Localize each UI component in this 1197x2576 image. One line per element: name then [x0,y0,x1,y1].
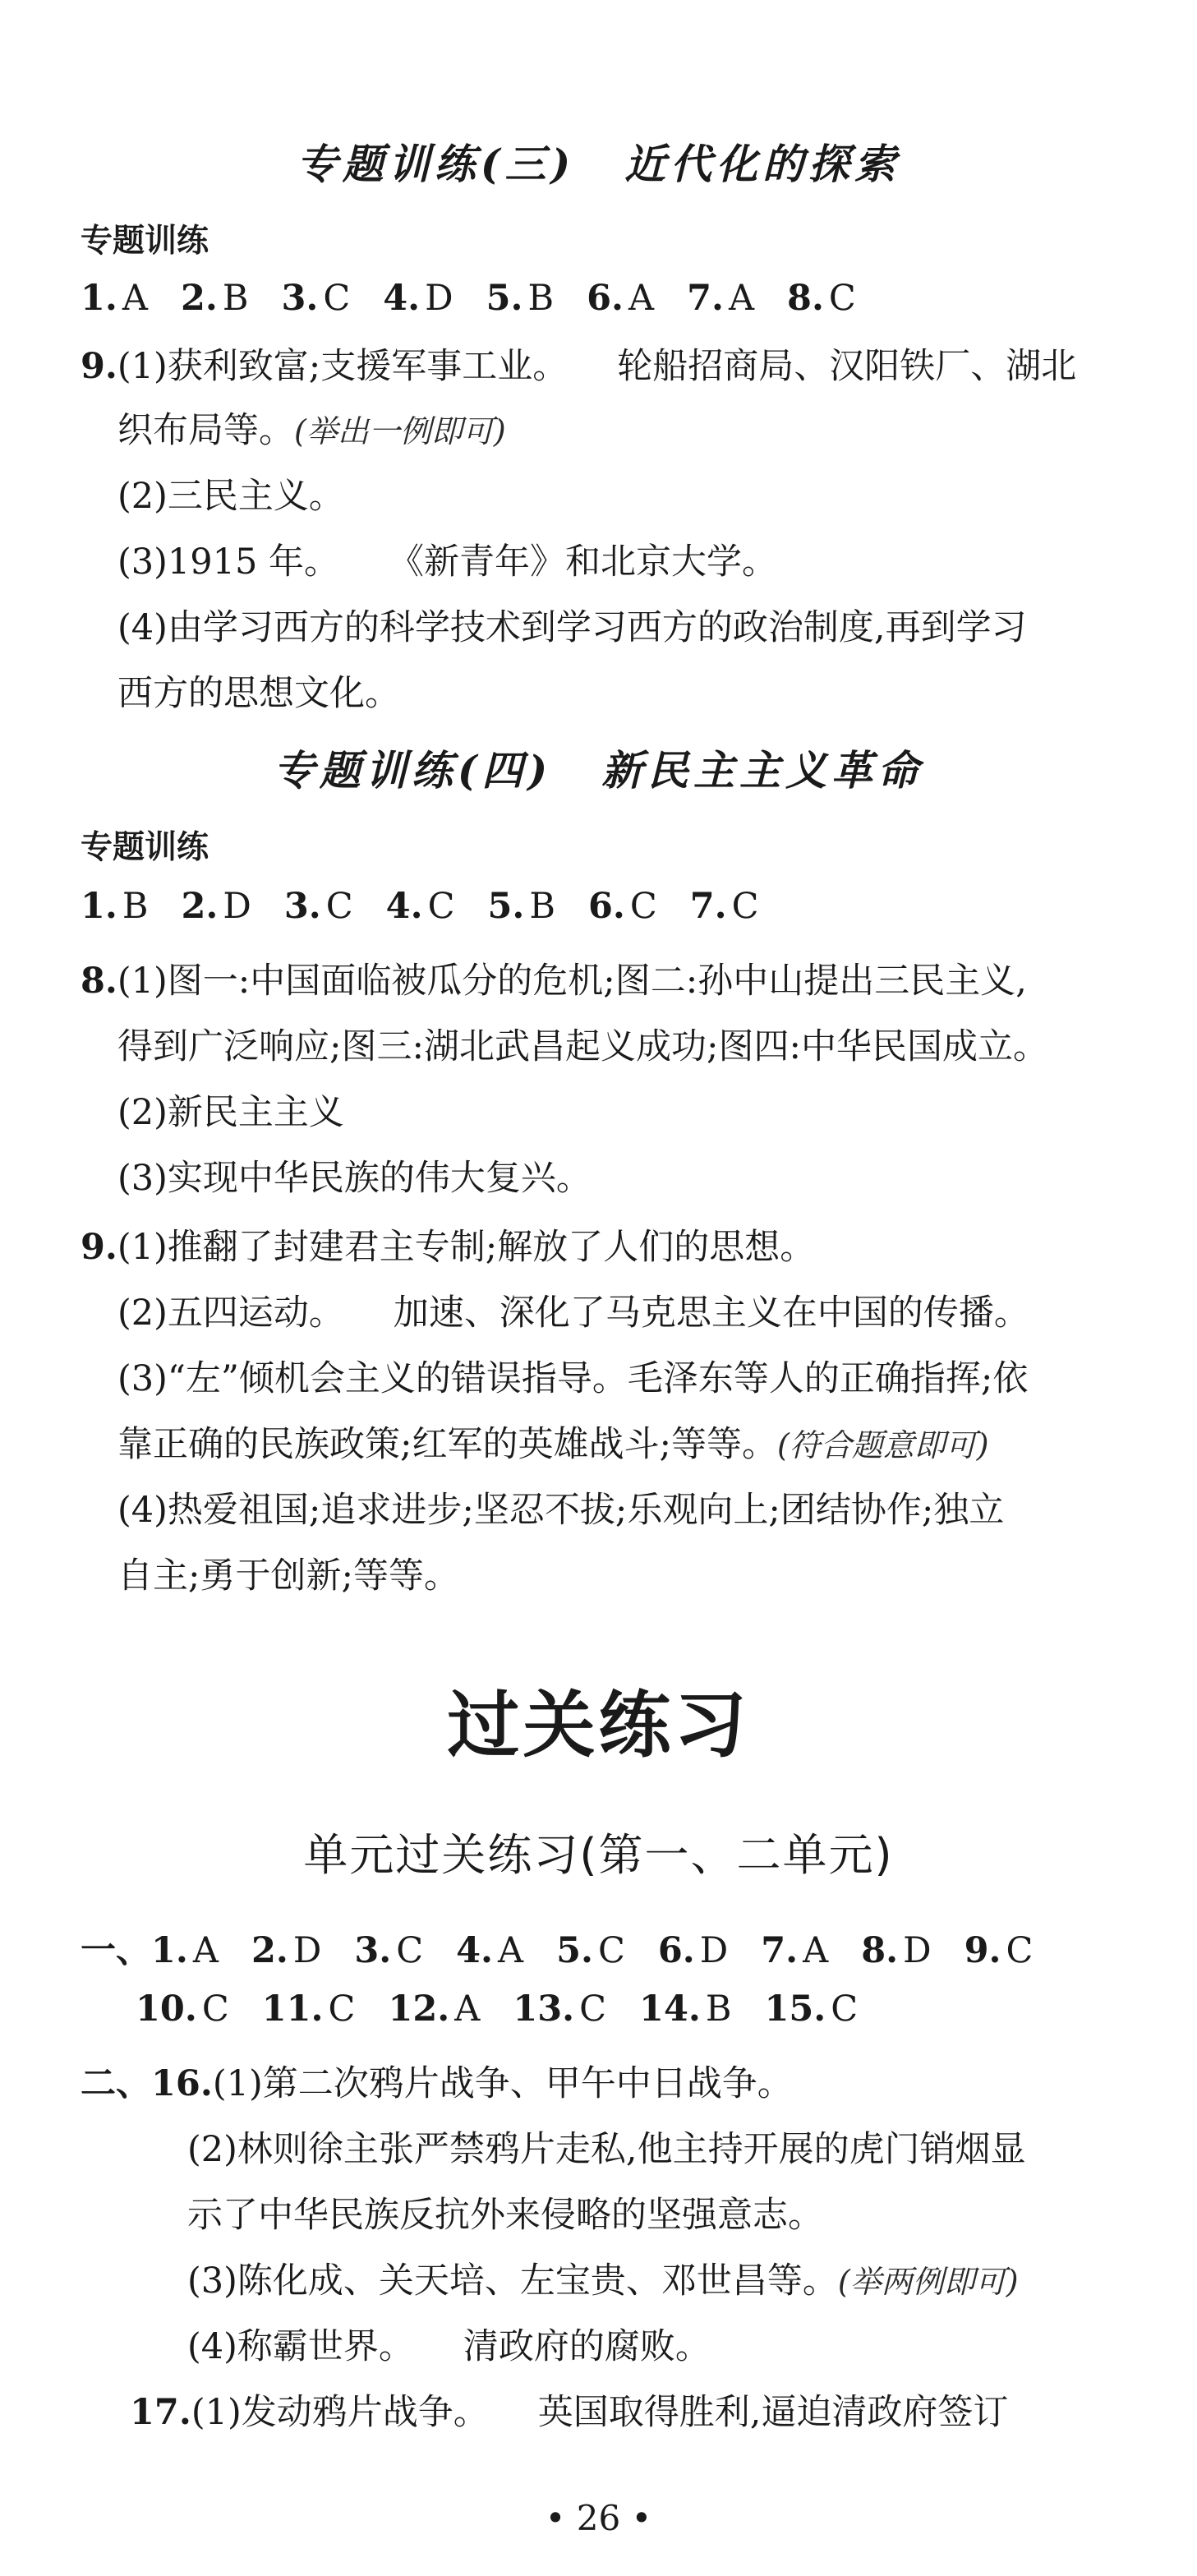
mc-answers-row [81,1923,1066,1973]
question-number: 1. [151,1930,188,1971]
answer-note: (举两例即可) [837,2264,1019,2300]
answer-line: 西方的思想文化。 [117,673,400,714]
question-number: 5. [486,278,523,319]
question-number: 7. [761,1930,799,1971]
answer-line [117,403,506,453]
mc-answer [486,278,555,319]
answer-text: (1)推翻了封建君主专制;解放了人们的思想。 [117,1227,816,1268]
question-number: 10. [136,1988,197,2030]
question-number: 3. [281,278,319,319]
answer-line: 得到广泛响应;图三:湖北武昌起义成功;图四:中华民国成立。 [117,1026,1048,1067]
section-title-3 [0,131,1197,191]
answer-text: (2)五四运动。 [117,1293,344,1334]
answer-text: (3)陈化成、关天培、左宝贵、邓世昌等。 [187,2260,838,2302]
answer-letter: C [427,886,455,927]
answer-letter: B [529,886,555,927]
question-number: 6. [587,278,624,319]
question-number: 7. [687,278,724,319]
answer-letter: D [903,1930,932,1971]
answer-text: 加速、深化了马克思主义在中国的传播。 [393,1293,1029,1334]
question-number: 12. [388,1988,450,2030]
question-number: 5. [487,886,525,927]
answer-line: (3)实现中华民族的伟大复兴。 [117,1158,592,1199]
page-number: • 26 • [545,2498,652,2538]
subheading: 专题训练 [81,223,209,260]
answer-text: 英国取得胜利,逼迫清政府签订 [537,2392,1009,2433]
question-number: 7. [689,886,727,927]
answer-line: 自主;勇于创新;等等。 [117,1555,459,1597]
answer-letter: A [122,278,148,319]
answer-line [117,1285,1029,1335]
mc-answer [181,278,249,319]
answer-line [81,2056,793,2106]
question-number: 3. [354,1930,392,1971]
answer-text: (1)发动鸦片战争。 [191,2392,489,2433]
answer-line [130,2385,1008,2435]
question-number: 17. [130,2392,191,2433]
mc-answer [281,278,350,319]
answer-text: 轮船招商局、汉阳铁厂、湖北 [617,346,1077,387]
mc-answer [861,1930,931,1971]
answer-line: (3)“左”倾机会主义的错误指导。毛泽东等人的正确指挥;依 [117,1358,1029,1399]
answer-line [187,2319,711,2369]
mc-answer [487,886,555,927]
mc-answer [182,886,251,927]
subheading: 专题训练 [81,829,209,866]
mc-answer [690,886,759,927]
question-number: 1. [81,886,117,927]
question-number: 2. [181,886,219,927]
section-title-4 [0,738,1197,797]
answer-text: 清政府的腐败。 [463,2326,711,2367]
section-title-part: 专题训练(四) [273,746,553,795]
answer-note: (举出一例即可) [294,413,506,449]
answer-letter: B [122,886,149,927]
answer-note: (符合题意即可) [776,1427,989,1463]
mc-answer [587,278,654,319]
answer-letter: D [292,1930,322,1971]
answer-letter: B [222,278,249,319]
answer-text: (1)第二次鸦片战争、甲午中日战争。 [212,2063,793,2104]
mc-answer [588,886,657,927]
mc-answer [787,278,856,319]
answer-letter: C [828,278,856,319]
answer-line: (2)林则徐主张严禁鸦片走私,他主持开展的虎门销烟显 [187,2129,1026,2170]
mc-answer [251,1930,321,1971]
answer-letter: D [425,278,453,319]
question-number: 9. [81,346,117,387]
mc-answer [965,1930,1034,1971]
question-number: 16. [151,2063,213,2104]
answer-letter: C [579,1988,607,2030]
answer-letter: A [498,1930,524,1971]
answer-letter: C [328,1988,356,2030]
question-number: 9. [964,1930,1001,1971]
answer-letter: A [628,278,655,319]
question-number: 8. [861,1930,899,1971]
question-number: 15. [764,1988,826,2030]
mc-answer [136,1988,229,2030]
answer-line: (2)三民主义。 [117,476,344,517]
answer-letter: C [629,886,657,927]
unit-title: 单元过关练习(第一、二单元) [303,1829,894,1881]
mc-answer [556,1930,625,1971]
mc-answer [81,278,148,319]
question-number: 13. [513,1988,575,2030]
mc-answer [81,886,149,927]
answer-letter: C [396,1930,424,1971]
answer-text: (1)图一:中国面临被瓜分的危机;图二:孙中山提出三民主义, [117,961,1027,1002]
answer-letter: C [597,1930,625,1971]
question-number: 4. [383,278,421,319]
answer-text: 靠正确的民族政策;红军的英雄战斗;等等。 [117,1424,777,1465]
answer-letter: C [731,886,759,927]
answer-line: 示了中华民族反抗外来侵略的坚强意志。 [187,2195,823,2236]
answer-letter: A [192,1930,219,1971]
answer-letter: C [831,1988,859,2030]
answer-line [117,1417,989,1467]
answer-letter: C [201,1988,229,2030]
question-number: 14. [639,1988,701,2030]
chapter-title: 过关练习 [447,1683,750,1767]
answer-line [117,534,777,584]
mc-answer [764,1988,858,2030]
mc-answer [262,1988,356,2030]
section-title-part: 专题训练(三) [296,140,576,188]
answer-text: 《新青年》和北京大学。 [389,541,778,583]
question-number: 6. [587,886,625,927]
mc-answer [761,1930,828,1971]
answer-text: (1)获利致富;支援军事工业。 [117,346,569,387]
mc-answer [456,1930,523,1971]
answer-letter: A [454,1988,481,2030]
mc-answer [386,886,455,927]
mc-answer [354,1930,423,1971]
mc-answer [383,278,453,319]
answer-line [81,339,1076,389]
answer-text: (3)1915 年。 [117,541,340,583]
answer-text: 织布局等。 [117,410,294,451]
answer-line: (2)新民主主义 [117,1092,344,1133]
question-number: 5. [556,1930,593,1971]
answer-letter: D [223,886,251,927]
answer-letter: C [1006,1930,1034,1971]
mc-answer [513,1988,606,2030]
question-number: 1. [81,278,117,319]
answer-letter: C [325,886,353,927]
mc-answer [639,1988,731,2030]
section-title-part: 近代化的探索 [624,140,901,188]
answer-letter: D [699,1930,729,1971]
answer-letter: B [705,1988,732,2030]
part-label: 二、 [81,2063,151,2104]
section-title-part: 新民主主义革命 [601,746,924,795]
question-number: 8. [787,278,824,319]
question-number: 8. [81,961,117,1002]
answer-line: (4)由学习西方的科学技术到学习西方的政治制度,再到学习 [117,607,1027,648]
answer-letter: A [728,278,755,319]
question-number: 2. [180,278,218,319]
mc-answers-row [81,886,792,927]
question-number: 3. [283,886,321,927]
mc-answer [687,278,754,319]
question-number: 2. [251,1930,288,1971]
mc-answer [151,1930,219,1971]
answer-letter: B [527,278,555,319]
mc-answer [388,1988,480,2030]
answer-letter: A [803,1930,829,1971]
question-number: 9. [81,1227,117,1268]
answer-line [187,2253,1019,2303]
question-number: 11. [261,1988,324,2030]
question-number: 4. [385,886,423,927]
mc-answer [658,1930,728,1971]
answer-letter: C [323,278,351,319]
answer-line: (4)热爱祖国;追求进步;坚忍不拔;乐观向上;团结协作;独立 [117,1490,1005,1531]
mc-answer [284,886,353,927]
mc-answers-row [136,1988,891,2030]
question-number: 4. [456,1930,494,1971]
question-number: 6. [657,1930,695,1971]
answer-line [81,953,1027,1003]
mc-answers-row [81,278,889,319]
answer-line [81,1219,815,1270]
answer-text: (4)称霸世界。 [187,2326,414,2367]
part-label: 一、 [81,1930,151,1971]
